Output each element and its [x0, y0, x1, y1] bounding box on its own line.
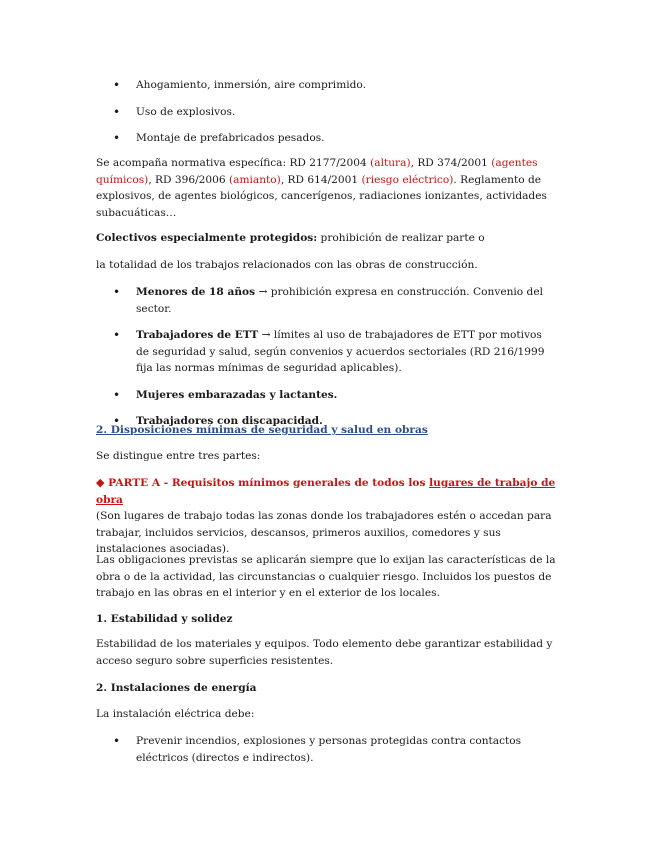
lugares-link[interactable]: lugares de trabajo de obra	[96, 477, 556, 506]
protected-groups-list	[96, 284, 558, 430]
tres-partes-paragraph: Se distingue entre tres partes:	[96, 450, 261, 462]
list-item: • Trabajadores de ETT → límites al uso de trabajadores de ETT por motivos de seguridad y salud, según convenios y acuerdos sectoriales (RD 216/1999 fija las normas mínimas de seguridad aplicables).	[96, 327, 558, 377]
risk-list	[96, 77, 558, 147]
list-item: • Mujeres embarazadas y lactantes.	[96, 387, 558, 404]
list-item: • Menores de 18 años → prohibición expresa en construcción. Convenio del sector.	[96, 284, 558, 317]
obligaciones-paragraph: Las obligaciones previstas se aplicarán siempre que lo exijan las características de la obra o de la actividad, las circunstancias o cualquier riesgo. Incluidos los puestos de trabajo en las obras en el interior y en el exterior de los locales.	[96, 554, 556, 599]
list-item: • Uso de explosivos.	[96, 104, 558, 121]
list-item: • Ahogamiento, inmersión, aire comprimido.	[96, 77, 558, 94]
diamond-icon: ◆	[96, 476, 105, 489]
estabilidad-paragraph: Estabilidad de los materiales y equipos. Todo elemento debe garantizar estabilidad y acceso seguro sobre superficies resistentes.	[96, 638, 553, 667]
list-item: • Trabajadores con discapacidad.	[96, 413, 558, 430]
heading-energia: 2. Instalaciones de energía	[96, 682, 257, 694]
list-item: • Montaje de prefabricados pesados.	[96, 130, 558, 147]
list-item: • Prevenir incendios, explosiones y personas protegidas contra contactos eléctricos (directos e indirectos).	[96, 733, 558, 766]
normativa-paragraph: Se acompaña normativa específica: RD 2177/2004 (altura), RD 374/2001 (agentes químicos), RD 396/2006 (amianto), RD 614/2001 (riesgo eléctrico). Reglamento de explosivos, de agentes biológicos, cancerígenos, radiaciones ionizantes, actividades subacuáticas…	[96, 157, 547, 219]
parte-a-block: ◆ PARTE A - Requisitos mínimos generales de todos los lugares de trabajo de obra (Son lugares de trabajo todas las zonas donde los trabajadores estén o accedan para trabajar, incluidos servicios, descansos, primeros auxilios, comedores y sus instalaciones asociadas).	[96, 476, 556, 555]
totalidad-paragraph: la totalidad de los trabajos relacionados con las obras de construcción.	[96, 259, 478, 271]
colectivos-paragraph: Colectivos especialmente protegidos: prohibición de realizar parte o	[96, 232, 485, 244]
instalacion-paragraph: La instalación eléctrica debe:	[96, 708, 255, 720]
heading-estabilidad: 1. Estabilidad y solidez	[96, 613, 233, 625]
section-2-title[interactable]: 2. Disposiciones mínimas de seguridad y salud en obras	[96, 424, 428, 436]
electric-list	[96, 733, 558, 766]
